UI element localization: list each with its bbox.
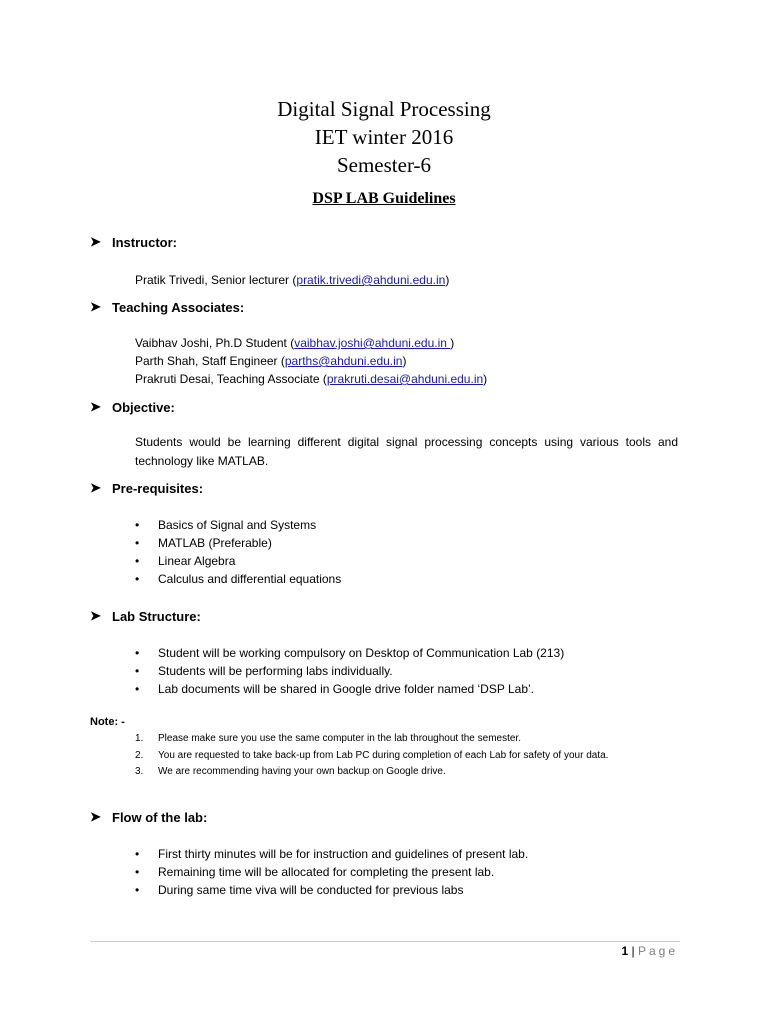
associate-email-link[interactable]: prakruti.desai@ahduni.edu.in xyxy=(326,372,484,386)
list-item xyxy=(135,536,272,550)
arrow-bullet-icon: ➤ xyxy=(90,480,101,495)
list-item-text: Remaining time will be allocated for completing the present lab. xyxy=(158,865,495,879)
list-item xyxy=(135,664,393,678)
note-text: Please make sure you use the same computer in the lab throughout the semester. xyxy=(158,733,521,744)
note-number: 1. xyxy=(135,733,144,744)
arrow-bullet-icon: ➤ xyxy=(90,809,101,824)
list-item-text: Students will be performing labs individually. xyxy=(158,664,393,678)
bullet-dot-icon: • xyxy=(135,847,140,861)
heading-lab-structure xyxy=(90,607,201,625)
list-item-text: Student will be working compulsory on Desktop of Communication Lab (213) xyxy=(158,646,565,660)
list-item-text: Lab documents will be shared in Google drive folder named ‘DSP Lab’. xyxy=(158,682,534,696)
associate-name: Prakruti Desai, Teaching Associate ( xyxy=(135,372,327,386)
title-line-3: Semester-6 xyxy=(336,153,432,177)
arrow-bullet-icon: ➤ xyxy=(90,299,101,314)
instructor-email-link[interactable]: pratik.trivedi@ahduni.edu.in xyxy=(296,273,446,287)
note-number: 3. xyxy=(135,766,144,777)
heading-label: Flow of the lab: xyxy=(112,809,208,825)
document-title xyxy=(0,96,768,180)
associate-line xyxy=(135,336,454,350)
list-item xyxy=(135,883,463,897)
associate-name: Parth Shah, Staff Engineer ( xyxy=(135,354,285,368)
bullet-dot-icon: • xyxy=(135,865,140,879)
note-label: Note: - xyxy=(90,716,125,728)
list-item xyxy=(135,572,341,586)
list-item-text: First thirty minutes will be for instruction and guidelines of present lab. xyxy=(158,847,529,861)
bullet-dot-icon: • xyxy=(135,572,140,586)
heading-label: Teaching Associates: xyxy=(112,299,245,315)
note-text: You are requested to take back-up from Lab PC during completion of each Lab for safety of your data. xyxy=(158,750,609,761)
title-line-2: IET winter 2016 xyxy=(314,125,454,149)
associate-email-link[interactable]: vaibhav.joshi@ahduni.edu.in xyxy=(294,336,451,350)
heading-objective xyxy=(90,398,175,416)
heading-label: Instructor: xyxy=(112,234,177,250)
paren-close: ) xyxy=(450,336,455,350)
bullet-dot-icon: • xyxy=(135,536,140,550)
list-item xyxy=(135,865,494,879)
heading-prerequisites xyxy=(90,479,203,497)
list-item xyxy=(135,518,316,532)
associate-email-link[interactable]: parths@ahduni.edu.in xyxy=(284,354,403,368)
note-item xyxy=(135,750,608,761)
title-line-1: Digital Signal Processing xyxy=(277,97,491,121)
instructor-line xyxy=(135,273,449,287)
heading-flow xyxy=(90,808,207,826)
page-number: 1 xyxy=(621,944,629,958)
bullet-dot-icon: • xyxy=(135,554,140,568)
list-item-text: Basics of Signal and Systems xyxy=(158,518,317,532)
heading-label: Pre-requisites: xyxy=(112,480,204,496)
paren-close: ) xyxy=(483,372,488,386)
note-number: 2. xyxy=(135,750,144,761)
paren-close: ) xyxy=(445,273,450,287)
associate-line xyxy=(135,354,406,368)
list-item-text: Linear Algebra xyxy=(158,554,236,568)
bullet-dot-icon: • xyxy=(135,883,140,897)
list-item-text: Calculus and differential equations xyxy=(158,572,342,586)
associate-name: Vaibhav Joshi, Ph.D Student ( xyxy=(135,336,295,350)
note-text: We are recommending having your own backup on Google drive. xyxy=(158,766,446,777)
arrow-bullet-icon: ➤ xyxy=(90,608,101,623)
instructor-name: Pratik Trivedi, Senior lecturer ( xyxy=(135,273,297,287)
paren-close: ) xyxy=(402,354,407,368)
note-item xyxy=(135,766,446,777)
associate-line xyxy=(135,372,487,386)
arrow-bullet-icon: ➤ xyxy=(90,399,101,414)
footer-divider xyxy=(90,941,680,942)
bullet-dot-icon: • xyxy=(135,682,140,696)
note-item xyxy=(135,733,521,744)
bullet-dot-icon: • xyxy=(135,518,140,532)
list-item-text: During same time viva will be conducted for previous labs xyxy=(158,883,464,897)
objective-text: Students would be learning different digital signal processing concepts using various tools and technology like MATLAB. xyxy=(135,435,678,468)
heading-label: Lab Structure: xyxy=(112,608,201,624)
heading-label: Objective: xyxy=(112,399,175,415)
list-item xyxy=(135,554,235,568)
page-footer xyxy=(621,944,678,958)
page-word: Page xyxy=(637,944,678,958)
list-item xyxy=(135,682,534,696)
bullet-dot-icon: • xyxy=(135,646,140,660)
list-item-text: MATLAB (Preferable) xyxy=(158,536,272,550)
document-subtitle: DSP LAB Guidelines xyxy=(312,190,456,207)
arrow-bullet-icon: ➤ xyxy=(90,234,101,249)
heading-instructor xyxy=(90,233,177,251)
list-item xyxy=(135,847,528,861)
footer-separator: | xyxy=(628,944,638,958)
list-item xyxy=(135,646,564,660)
bullet-dot-icon: • xyxy=(135,664,140,678)
heading-associates xyxy=(90,298,244,316)
